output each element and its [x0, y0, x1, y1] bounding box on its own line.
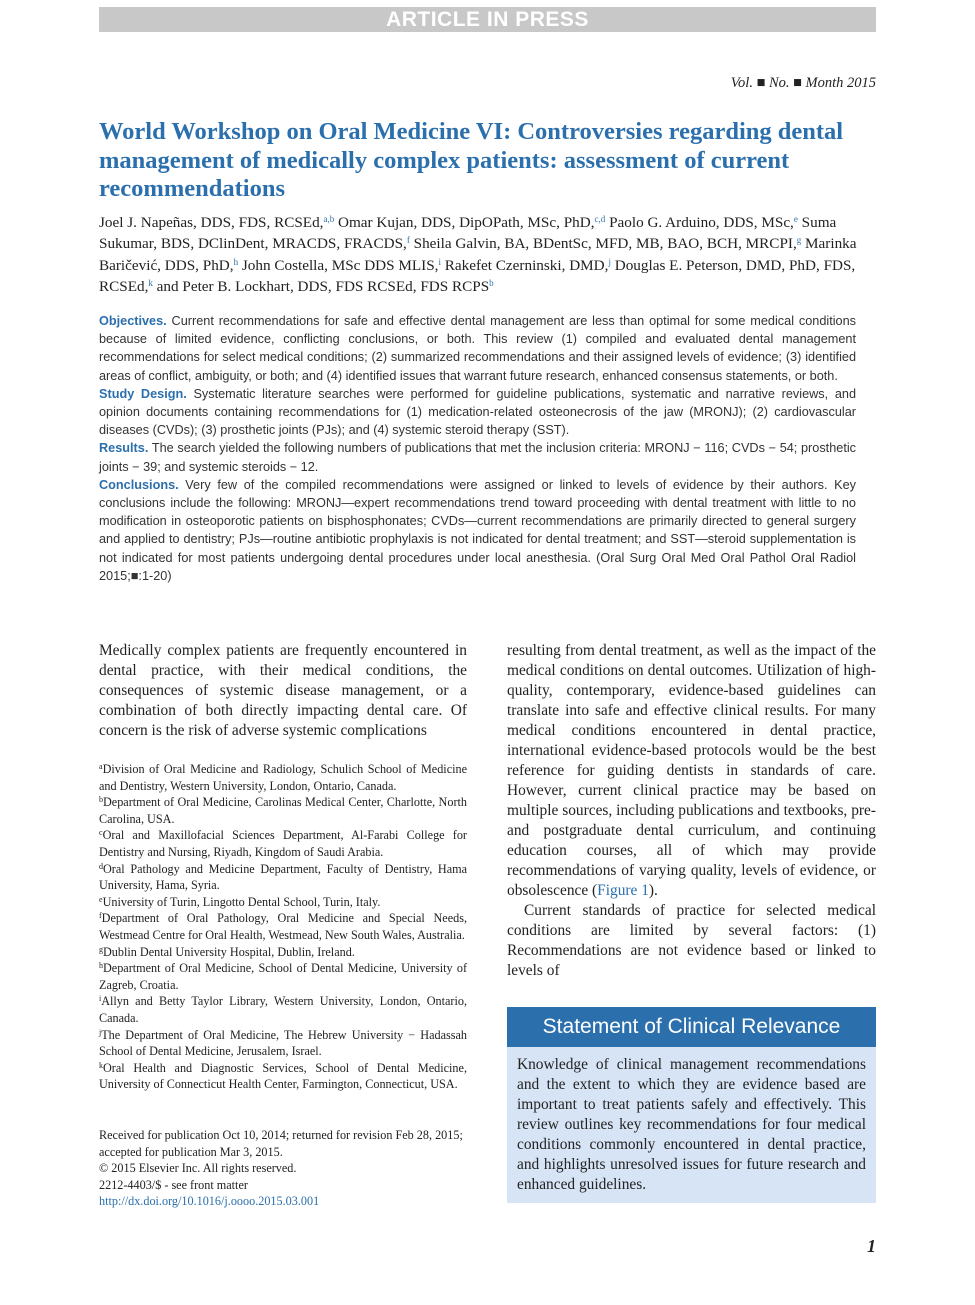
- author-affiliation-ref[interactable]: g: [796, 235, 802, 246]
- affiliation: [99, 944, 467, 961]
- author[interactable]: Douglas E. Peterson, DMD, PhD, FDS, RCSEd,: [99, 256, 856, 295]
- abstract-label: Study Design.: [99, 386, 187, 401]
- affiliation: [99, 993, 467, 1026]
- affiliation: [99, 894, 467, 911]
- affiliation-marker: j: [99, 1027, 102, 1037]
- affiliation: [99, 960, 467, 993]
- author-list: [99, 212, 876, 297]
- author-affiliation-ref[interactable]: c,d: [594, 214, 606, 224]
- author[interactable]: John Costella, MSc DDS MLIS,: [241, 256, 439, 274]
- author[interactable]: Marinka Baričević, DDS, PhD,: [99, 235, 857, 274]
- abstract-text: Very few of the compiled recommendations were assigned or linked to levels of evidence by their authors. Key conclusions include the following: MRONJ—expert recommendations trend toward proceeding with dental treatment with little to no modification in osteoporotic patients on bisphosphonates; CVDs—current recommendations are primarily directed to general surgery and applied to dentistry; PJs—routine antibiotic prophylaxis is not indicated for dental treatment; and SST—steroid supplementation is not indicated for most patients undergoing dental procedures under local anesthesia. (Oral Surg Oral Med Oral Pathol Oral Radiol 2015;■:1-20): [99, 477, 856, 583]
- body-text: ).: [648, 882, 658, 899]
- clinical-relevance-heading: Statement of Clinical Relevance: [507, 1007, 876, 1047]
- author[interactable]: Omar Kujan, DDS, DipOPath, MSc, PhD,: [338, 214, 595, 231]
- clinical-relevance-box: [507, 1007, 876, 1203]
- abstract: [99, 312, 856, 585]
- body-column-left: [99, 641, 467, 741]
- affiliation-text: The Department of Oral Medicine, The Hebrew University − Hadassah School of Dental Medicine, Jerusalem, Israel.: [99, 1027, 467, 1059]
- author-affiliation-ref[interactable]: b: [489, 277, 494, 288]
- affiliation-marker: k: [99, 1060, 103, 1070]
- abstract-label: Results.: [99, 441, 149, 456]
- affiliation-marker: h: [99, 961, 103, 971]
- abstract-study-design: [99, 385, 856, 440]
- affiliation: [99, 761, 467, 794]
- affiliation: [99, 910, 467, 943]
- body-text: resulting from dental treatment, as well as the impact of the medical conditions on dental outcomes. Utilization of high-quality, contemporary, evidence-based guidelines can translate into safe and effective clinical results. For many medical conditions encountered in dental practice, international evidence-based protocols would be the best reference for guiding dentists in standards of care. However, current clinical practice may be based on multiple sources, including publications and textbooks, pre- and postgraduate dental curriculum, and continuing education courses, all of which may provide recommendations of varying quality, levels of evidence, or obsolescence (: [507, 642, 876, 899]
- author[interactable]: Rakefet Czerninski, DMD,: [444, 256, 609, 274]
- affiliation: [99, 794, 467, 827]
- author-affiliation-ref[interactable]: i: [438, 256, 441, 267]
- author-affiliation-ref[interactable]: f: [406, 235, 410, 246]
- affiliation-marker: i: [99, 994, 102, 1004]
- copyright: © 2015 Elsevier Inc. All rights reserved.: [99, 1161, 297, 1176]
- abstract-label: Conclusions.: [99, 477, 179, 492]
- publication-meta: [99, 1127, 467, 1210]
- article-title: World Workshop on Oral Medicine VI: Controversies regarding dental management of medically complex patients: assessment of current recommendations: [99, 118, 844, 202]
- abstract-objectives: [99, 312, 856, 385]
- author[interactable]: and Peter B. Lockhart, DDS, FDS RCSEd, FDS RCPS: [156, 277, 490, 295]
- body-paragraph: Current standards of practice for selected medical conditions are limited by several factors: (1) Recommendations are not evidence based or linked to levels of: [507, 902, 876, 979]
- affiliation-text: Department of Oral Medicine, School of Dental Medicine, University of Zagreb, Croatia.: [99, 961, 467, 992]
- affiliation-text: Oral and Maxillofacial Sciences Department, Al-Farabi College for Dentistry and Nursing, Riyadh, Kingdom of Saudi Arabia.: [99, 828, 467, 859]
- affiliation-text: Division of Oral Medicine and Radiology, Schulich School of Medicine and Dentistry, Western University, London, Ontario, Canada.: [99, 762, 467, 793]
- author-affiliation-ref[interactable]: a,b: [323, 214, 335, 224]
- affiliation-text: Oral Health and Diagnostic Services, School of Dental Medicine, University of Connecticut Health Center, Farmington, Connecticut, USA.: [99, 1060, 467, 1092]
- page-number: 1: [867, 1236, 876, 1256]
- affiliation-marker: b: [99, 795, 103, 805]
- author[interactable]: Suma Sukumar, BDS, DClinDent, MRACDS, FRACDS,: [99, 214, 837, 253]
- author-affiliation-ref[interactable]: e: [793, 214, 798, 224]
- abstract-text: The search yielded the following numbers of publications that met the inclusion criteria: MRONJ − 116; CVDs − 54; prosthetic joints − 39; and systemic steroids − 12.: [99, 441, 857, 474]
- received-dates: Received for publication Oct 10, 2014; returned for revision Feb 28, 2015; accepted for publication Mar 3, 2015.: [99, 1128, 463, 1159]
- issue-info: Vol. ■ No. ■ Month 2015: [730, 75, 876, 91]
- figure-1-link[interactable]: Figure 1: [597, 882, 649, 899]
- affiliation-text: University of Turin, Lingotto Dental School, Turin, Italy.: [102, 894, 381, 909]
- issn: 2212-4403/$ - see front matter: [99, 1177, 248, 1192]
- author-affiliation-ref[interactable]: h: [233, 256, 239, 267]
- affiliation-marker: e: [99, 894, 103, 904]
- affiliation-text: Allyn and Betty Taylor Library, Western University, London, Ontario, Canada.: [99, 994, 467, 1025]
- affiliation-text: Department of Oral Medicine, Carolinas Medical Center, Charlotte, North Carolina, USA.: [99, 795, 467, 826]
- abstract-text: Systematic literature searches were performed for guideline publications, systematic and narrative reviews, and opinion documents containing recommendations for (1) medication-related osteonecrosis of the jaw (MRONJ); (2) cardiovascular diseases (CVDs); (3) prosthetic joints (PJs); and (4) systemic steroid therapy (SST).: [99, 386, 857, 438]
- affiliations: [99, 761, 467, 1093]
- abstract-label: Objectives.: [99, 314, 167, 328]
- abstract-text: Current recommendations for safe and effective dental management are less than optimal for some medical conditions because of limited evidence, conflicting conclusions, or both. This review (1) compiled and evaluated dental management recommendations for select medical conditions; (2) summarized recommendations and their assigned levels of evidence; (3) identified areas of conflict, ambiguity, or both; and (4) identified issues that warrant future research, enhanced consensus statements, or both.: [99, 314, 856, 383]
- affiliation-marker: d: [99, 861, 103, 871]
- affiliation-marker: a: [99, 762, 103, 771]
- affiliation-marker: g: [99, 944, 103, 954]
- clinical-relevance-text: Knowledge of clinical management recommendations and the extent to which they are evidence based are important to treat patients safely and effectively. This review outlines key recommendations for four medical conditions commonly encountered in dental practice, and highlights unresolved issues for future research and enhanced guidelines.: [517, 1056, 866, 1193]
- author[interactable]: Paolo G. Arduino, DDS, MSc,: [609, 214, 794, 231]
- affiliation: [99, 1027, 467, 1060]
- affiliation-marker: c: [99, 828, 103, 838]
- abstract-results: [99, 439, 856, 475]
- affiliation: [99, 827, 467, 860]
- body-paragraph: [507, 641, 876, 901]
- affiliation: [99, 1060, 467, 1093]
- abstract-conclusions: [99, 476, 856, 585]
- affiliation-text: Oral Pathology and Medicine Department, Faculty of Dentistry, Hama University, Hama, Syria.: [99, 861, 467, 893]
- doi-link[interactable]: http://dx.doi.org/10.1016/j.oooo.2015.03.001: [99, 1194, 320, 1209]
- author-affiliation-ref[interactable]: j: [608, 256, 611, 267]
- author-affiliation-ref[interactable]: k: [148, 277, 153, 288]
- body-column-right: [507, 641, 876, 981]
- body-paragraph: Medically complex patients are frequently encountered in dental practice, with their medical conditions, the consequences of systemic disease management, or a combination of both directly impacting dental care. Of concern is the risk of adverse systemic complications: [99, 642, 467, 739]
- author[interactable]: Joel J. Napeñas, DDS, FDS, RCSEd,: [99, 214, 324, 231]
- affiliation-text: Dublin Dental University Hospital, Dublin, Ireland.: [103, 944, 355, 959]
- affiliation: [99, 861, 467, 894]
- author[interactable]: Sheila Galvin, BA, BDentSc, MFD, MB, BAO, BCH, MRCPI,: [413, 235, 797, 253]
- affiliation-text: Department of Oral Pathology, Oral Medicine and Special Needs, Westmead Centre for Oral Health, Westmead, New South Wales, Australia.: [99, 911, 467, 942]
- article-in-press-banner: ARTICLE IN PRESS: [99, 7, 876, 32]
- affiliation-marker: f: [99, 911, 102, 921]
